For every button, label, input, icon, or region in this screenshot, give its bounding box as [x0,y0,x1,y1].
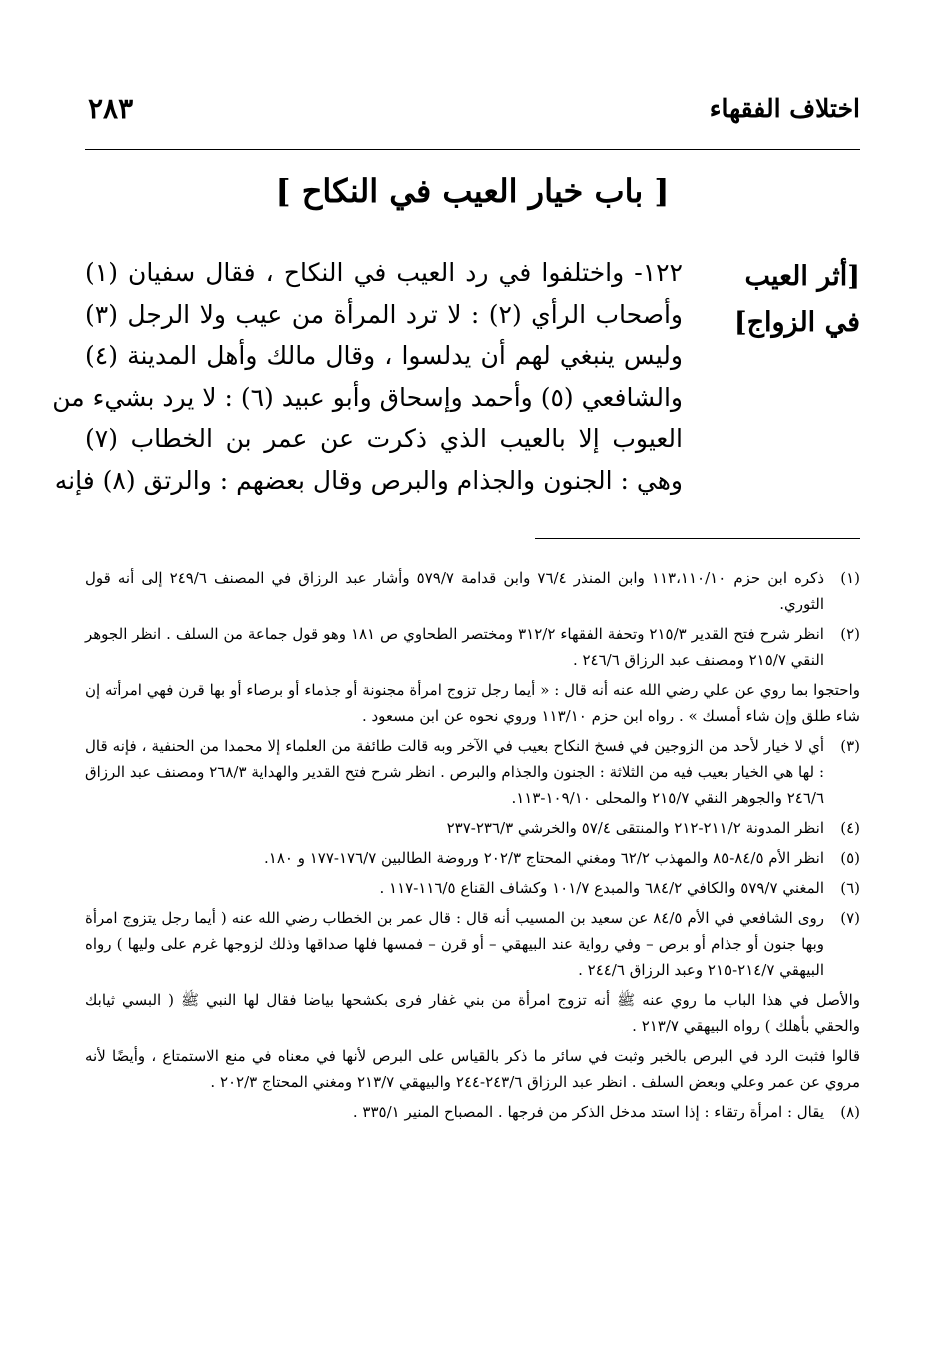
main-text-line: والشافعي (٥) وأحمد وإسحاق وأبو عبيد (٦) : لا يرد بشيء من [52,382,683,412]
footnote [85,1099,860,1125]
main-text-line: وأصحاب الرأي (٢) : لا ترد المرأة من عيب ولا الرجل (٣) [85,299,683,329]
footnote [85,815,860,841]
footnote [85,565,860,617]
page-number: ٢٨٣ [88,92,134,125]
margin-note-line: في الزواج] [733,307,860,338]
footnote [85,875,860,901]
margin-note-line: [أثر العيب [744,261,860,292]
margin-note [710,254,860,346]
footnote-number: (٥) [840,849,860,867]
footnote-text: انظر المدونة ٢١١/٢-٢١٢ والمنتقى ٥٧/٤ والخرشي ٢٣٦/٣-٢٣٧ [446,819,824,837]
main-text-line: العيوب إلا بالعيب الذي ذكرت عن عمر بن الخطاب (٧) [85,424,683,453]
main-text-line: ١٢٢- واختلفوا في رد العيب في النكاح ، فقال سفيان (١) [85,258,683,287]
footnote [85,845,860,871]
main-text [52,252,683,501]
footnote-number: (٢) [840,625,860,643]
footnote-text: انظر شرح فتح القدير ٢١٥/٣ وتحفة الفقهاء ٣١٢/٢ ومختصر الطحاوي ص ١٨١ وهو قول جماعة من السلف . انظر الجوهر النقي ٢١٥/٧ ومصنف عبد الرزاق ٢٤٦/٦ . [85,625,824,669]
running-header-title: اختلاف الفقهاء [709,94,860,123]
footnote-text: يقال : امرأة رتقاء : إذا استد مدخل الذكر من فرجها . المصباح المنير ٣٣٥/١ . [352,1103,824,1121]
footnote-separator [535,538,860,539]
footnote-continuation [85,1043,860,1095]
footnote [85,733,860,811]
footnote-number: (١) [840,569,860,587]
header-rule [85,149,860,150]
footnote-text: المغني ٥٧٩/٧ والكافي ٦٨٤/٢ والمبدع ١٠١/٧ وكشاف القناع ١١٦/٥-١١٧ . [379,879,824,897]
footnote-number: (٤) [840,819,860,837]
main-text-line: وليس ينبغي لهم أن يدلسوا ، وقال مالك وأهل المدينة (٤) [85,341,683,370]
footnote-text: ذكره ابن حزم ١١٣،١١٠/١٠ وابن المنذر ٧٦/٤ وابن قدامة ٥٧٩/٧ وأشار عبد الرزاق في المصنف ٢٤٩/٦ إلى أنه قول الثوري. [85,569,825,613]
footnotes [85,565,860,1129]
footnote [85,621,860,673]
footnote-text: روى الشافعي في الأم ٨٤/٥ عن سعيد بن المسيب أنه قال : قال عمر بن الخطاب رضي الله عنه ( أيما رجل يتزوج امرأة وبها جنون أو جذام أو برص – وفي رواية عند البيهقي – أو قرن – فمسها فلها صداقها وذلك لزوجها غرم على وليها ) رواه البيهقي ٢١٤/٧-٢١٥ وعبد الرزاق ٢٤٤/٦ . [85,909,824,979]
footnote-number: (٦) [840,879,860,897]
footnote-number: (٧) [840,909,860,927]
footnote-text: انظر الأم ٨٤/٥-٨٥ والمهذب ٦٢/٢ ومغني المحتاج ٢٠٢/٣ وروضة الطالبين ١٧٦/٧-١٧٧ و ١٨٠. [264,849,824,867]
footnote-text: والأصل في هذا الباب ما روي عنه ﷺ أنه تزوج امرأة من بني غفار فرى بكشحها بياضا فقال لها النبي ﷺ ( البسي ثيابك والحقي بأهلك ) رواه البيهقي ٢١٣/٧ . [85,991,860,1035]
footnote-continuation [85,987,860,1039]
main-text-line: وهي : الجنون والجذام والبرص وقال بعضهم : والرتق (٨) فإنه [54,465,683,495]
footnote-text: قالوا فثبت الرد في البرص بالخبر وثبت في سائر ما ذكر بالقياس على البرص لأنها في معناه في منع الاستمتاع ، وأيضًا لأنه مروي عن عمر وعلي وبعض السلف . انظر عبد الرزاق ٢٤٣/٦-٢٤٤ والبيهقي ٢١٣/٧ ومغني المحتاج ٢٠٢/٣ . [85,1047,860,1091]
footnote-text: أي لا خيار لأحد من الزوجين في فسخ النكاح بعيب في الآخر وبه قالت طائفة من العلماء إلا محمدا من الحنفية ، فإنه قال : لها هي الخيار بعيب فيه من الثلاثة : الجنون والجذام والبرص . انظر شرح فتح القدير والهداية ٢٦٨/٣ ومصنف عبد الرزاق ٢٤٦/٦ والجوهر النقي ٢١٥/٧ والمحلى ١٠٩/١٠-١١٣. [85,737,824,807]
footnote-continuation [85,677,860,729]
chapter-title: [ باب خيار العيب في النكاح ] [275,172,670,210]
footnote-number: (٣) [840,737,860,755]
footnote-number: (٨) [840,1103,860,1121]
footnote [85,905,860,983]
footnote-text: واحتجوا بما روي عن علي رضي الله عنه أنه قال : « أيما رجل تزوج امرأة مجنونة أو جذماء أو برصاء أو بها قرن فهي امرأته إن شاء طلق وإن شاء أمسك » . رواه ابن حزم ١١٣/١٠ وروي نحوه عن ابن مسعود . [85,681,860,725]
